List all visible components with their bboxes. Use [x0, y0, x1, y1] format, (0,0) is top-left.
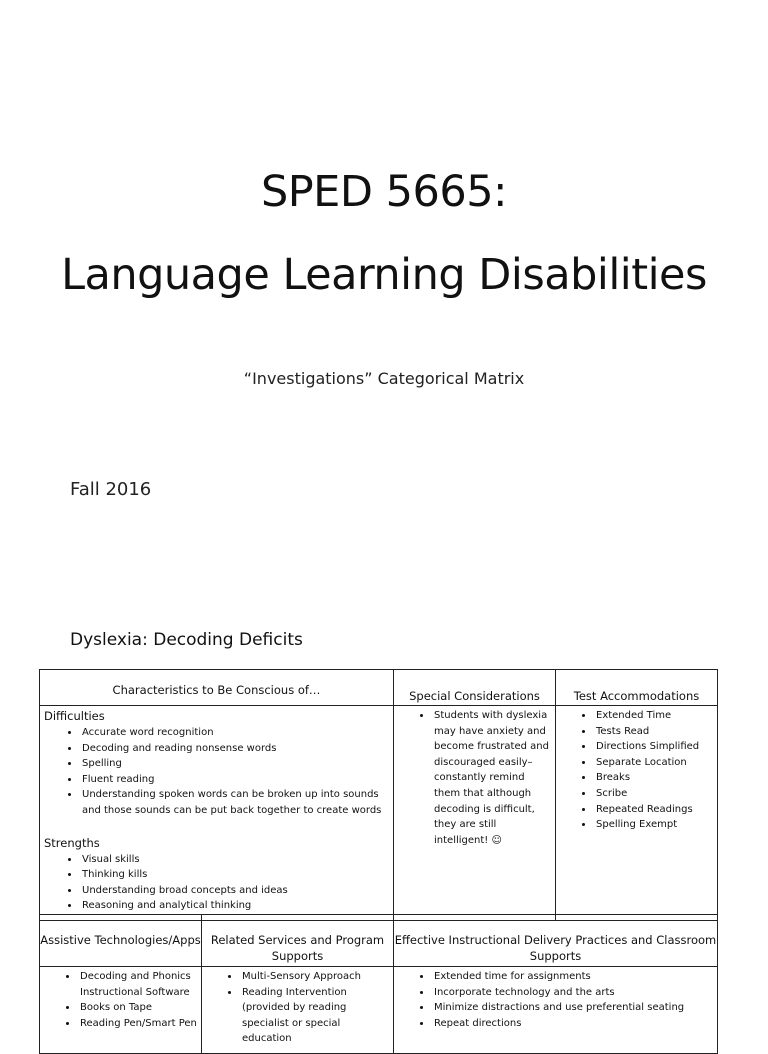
- document-subtitle: “Investigations” Categorical Matrix: [243, 369, 525, 388]
- special-considerations-list: [398, 708, 551, 848]
- difficulties-label: Difficulties: [44, 709, 105, 723]
- list-item: • Understanding spoken words can be broken up into sounds and those sounds can be put back together to create words: [80, 787, 389, 818]
- list-item: • Decoding and reading nonsense words: [80, 741, 389, 757]
- header-special-considerations: Special Considerations: [394, 670, 556, 706]
- term-label: Fall 2016: [70, 479, 152, 500]
- strengths-label: Strengths: [44, 835, 100, 850]
- list-item: • Reasoning and analytical thinking: [80, 898, 389, 914]
- related-services-list: [206, 969, 389, 1047]
- list-item: • Spelling Exempt: [594, 817, 713, 833]
- header-effective-practices: Effective Instructional Delivery Practices and Classroom Supports: [394, 915, 718, 967]
- header-test-accommodations: Test Accommodations: [556, 670, 718, 706]
- list-item: • Extended Time: [594, 708, 713, 724]
- matrix-table-2: [39, 914, 718, 1054]
- test-accommodations-list: [560, 708, 713, 833]
- document-title-line2: Language Learning Disabilities: [61, 250, 707, 300]
- list-item: • Reading Intervention (provided by reading specialist or special education: [240, 985, 389, 1047]
- list-item: • Extended time for assignments: [432, 969, 713, 985]
- list-item: • Accurate word recognition: [80, 725, 389, 741]
- list-item: • Directions Simplified: [594, 739, 713, 755]
- document-title-line1: SPED 5665:: [260, 167, 508, 217]
- list-item: • Repeat directions: [432, 1016, 713, 1032]
- related-services-cell: [202, 967, 394, 1054]
- list-item: • Scribe: [594, 786, 713, 802]
- list-item: • Fluent reading: [80, 772, 389, 788]
- section-title: Dyslexia: Decoding Deficits: [70, 630, 303, 650]
- list-item: • Students with dyslexia may have anxiety and become frustrated and discouraged easily–constantly remind them that although decoding is difficult, they are still intelligent! ☺: [432, 708, 551, 848]
- list-item: • Decoding and Phonics Instructional Software: [78, 969, 197, 1000]
- matrix-table-1: [39, 669, 718, 921]
- list-item: • Spelling: [80, 756, 389, 772]
- list-item: • Thinking kills: [80, 867, 389, 883]
- strengths-list: [44, 852, 389, 914]
- list-item: • Understanding broad concepts and ideas: [80, 883, 389, 899]
- effective-practices-cell: [394, 967, 718, 1054]
- characteristics-cell: [40, 706, 394, 921]
- list-item: • Separate Location: [594, 755, 713, 771]
- assistive-technologies-cell: [40, 967, 202, 1054]
- list-item: • Incorporate technology and the arts: [432, 985, 713, 1001]
- effective-practices-list: [398, 969, 713, 1031]
- header-characteristics: Characteristics to Be Conscious of…: [40, 670, 394, 706]
- list-item: • Breaks: [594, 770, 713, 786]
- list-item: • Repeated Readings: [594, 802, 713, 818]
- difficulties-list: [44, 725, 389, 819]
- list-item: • Tests Read: [594, 724, 713, 740]
- list-item: • Minimize distractions and use preferential seating: [432, 1000, 713, 1016]
- header-assistive-technologies: Assistive Technologies/Apps: [40, 915, 202, 967]
- list-item: • Visual skills: [80, 852, 389, 868]
- assistive-technologies-list: [44, 969, 197, 1031]
- list-item: • Books on Tape: [78, 1000, 197, 1016]
- list-item: • Multi-Sensory Approach: [240, 969, 389, 985]
- special-considerations-cell: [394, 706, 556, 921]
- test-accommodations-cell: [556, 706, 718, 921]
- header-related-services: Related Services and Program Supports: [202, 915, 394, 967]
- list-item: • Reading Pen/Smart Pen: [78, 1016, 197, 1032]
